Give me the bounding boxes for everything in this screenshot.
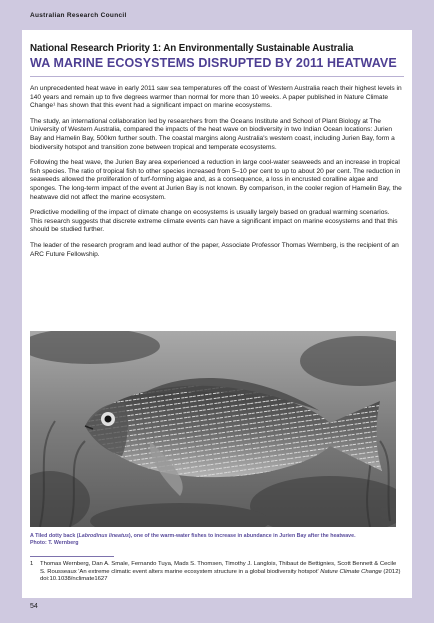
footnote-authors: Thomas Wernberg, Dan A. Smale, Fernando Tuya, Mads S. Thomsen, Timothy J. Langlois, Thibaut de Bettignies, Scott Bennett & Cecile S. Rousseaux 'An extreme climatic event alters marine ecosystem structure in a global biodiversity hotspot' xyxy=(40,561,397,575)
photo-caption xyxy=(30,533,402,547)
paragraph: Predictive modelling of the impact of climate change on ecosystems is usually largely based on gradual warming scenarios. This research suggests that discrete extreme climate events can have a significant impact on marine ecosystems and that this should be studied further. xyxy=(30,209,398,234)
article-body xyxy=(30,85,402,266)
paragraph: The study, an international collaboration led by researchers from the Oceans Institute and School of Plant Biology at The University of Western Australia, compared the impacts of the heat wave on biodiversity in two Indian Ocean locations: Jurien Bay and Hamelin Bay, 500km further south. The coastal margins along Australia's western coast, including Jurien Bay, form a biodiversity hotspot and transition zone between tropical and temperate ecosystems. xyxy=(30,117,395,151)
headline-divider xyxy=(30,76,404,77)
caption-text-suffix: ), one of the warm-water fishes to increase in abundance in Jurien Bay after the heatwave. xyxy=(128,533,356,539)
fish-photo-illustration xyxy=(30,331,396,527)
footnote-doi: (2012) doi:10.1038/nclimate1627 xyxy=(40,568,401,583)
footnote xyxy=(30,561,402,584)
page-number: 54 xyxy=(30,603,38,610)
caption-species: Labrodinus lineatus xyxy=(78,533,129,539)
paragraph: An unprecedented heat wave in early 2011 saw sea temperatures off the coast of Western Australia reach their highest levels in 140 years and remain up to five degrees warmer than normal for more than 10 weeks. A paper published in Nature Climate Change¹ has shown that this event had a significant impact on marine ecosystems. xyxy=(30,85,402,110)
caption-text-prefix: A Tiled dotty back ( xyxy=(30,533,79,539)
fish-photo xyxy=(30,331,396,527)
article-headline: WA MARINE ECOSYSTEMS DISRUPTED BY 2011 HEATWAVE xyxy=(30,56,397,70)
footnote-rule xyxy=(30,556,114,557)
footnote-journal: Nature Climate Change xyxy=(320,568,382,575)
paragraph: The leader of the research program and lead author of the paper, Associate Professor Thomas Wernberg, is the recipient of an ARC Future Fellowship. xyxy=(30,241,399,258)
paragraph: Following the heat wave, the Jurien Bay area experienced a reduction in large cool-water seaweeds and an increase in tropical fish species. The ratio of tropical fish to other species increased from 5–10 per cent to up to about 20 per cent. The reduction in seaweeds allowed the proliferation of turf-forming algae and, as a consequence, a loss in encrusted coralline algae and sponges. The long-term impact of the event at Jurien Bay is not known. By comparison, in the cooler region of Hamelin Bay, the heatwave did not affect the marine ecosystem. xyxy=(30,159,402,201)
footnote-text xyxy=(40,561,402,584)
photo-credit: Photo: T. Wernberg xyxy=(30,540,79,546)
running-header: Australian Research Council xyxy=(30,12,127,19)
priority-subtitle: National Research Priority 1: An Environmentally Sustainable Australia xyxy=(30,43,354,54)
footnote-number: 1 xyxy=(30,561,34,567)
